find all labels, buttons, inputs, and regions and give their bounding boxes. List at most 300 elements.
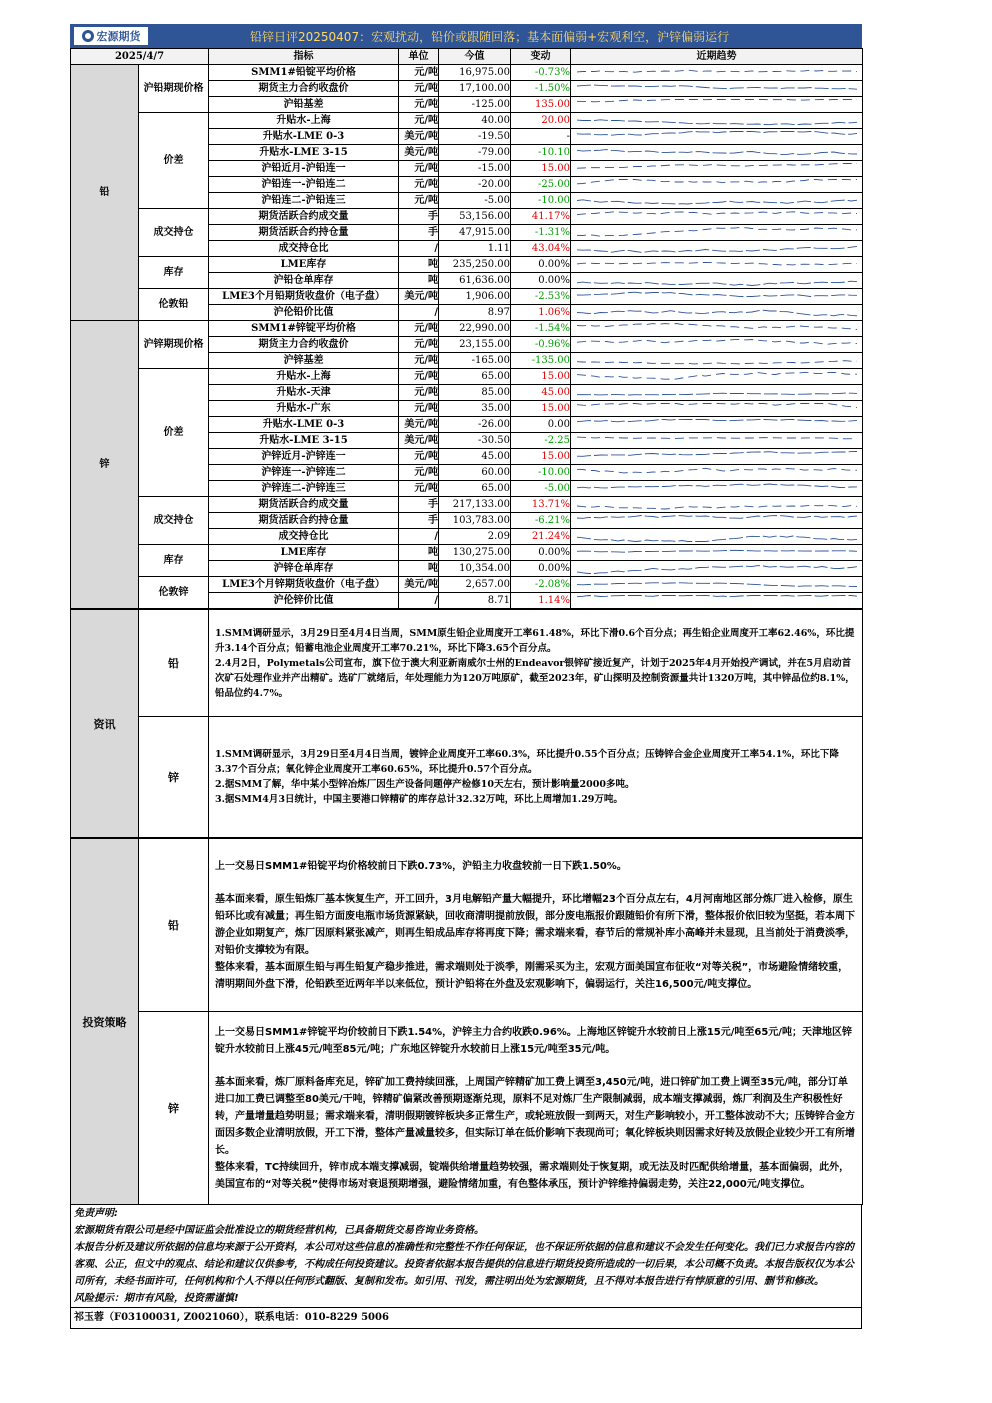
logo-text: 宏源期货 [96, 30, 141, 43]
value-cell: -79.00 [439, 145, 511, 161]
sparkline [571, 321, 863, 336]
change-cell: -10.10 [511, 145, 571, 161]
change-cell: -2.53% [511, 289, 571, 305]
sparkline-path [577, 150, 857, 155]
indicator-name: 沪伦锌价比值 [209, 593, 399, 609]
indicator-name: 沪铅连二-沪铅连三 [209, 193, 399, 209]
sparkline-path [577, 132, 857, 136]
value-cell: 2,657.00 [439, 577, 511, 593]
sparkline [571, 577, 863, 592]
section-label: 价差 [139, 369, 209, 497]
unit-cell: 美元/吨 [399, 145, 439, 161]
sparkline-path [577, 180, 857, 184]
sparkline [571, 449, 863, 464]
indicator-name: 沪铅基差 [209, 97, 399, 113]
strategy-label: 投资策略 [71, 839, 139, 1205]
sparkline-path [577, 310, 857, 316]
sparkline-path [577, 372, 857, 379]
table-row [71, 257, 863, 273]
value-cell: 35.00 [439, 401, 511, 417]
unit-cell: 美元/吨 [399, 577, 439, 593]
disclaimer-line: 本报告分析及建议所依据的信息均来源于公开资料，本公司对这些信息的准确性和完整性不作任何保证，也不保证所依据的信息和建议不会发生任何变化。我们已力求报告内容的客观、公正，但文中的观点、结论和建议仅供参考，不构成任何投资建议。投资者依据本报告提供的信息进行期货投资所造成的一切后果，本公司概不负责。本报告版权仅为本公司所有，未经书面许可，任何机构和个人不得以任何形式翻版、复制和发布。如引用、刊发，需注明出处为宏源期货，且不得对本报告进行有悖原意的引用、删节和修改。 [74, 1242, 854, 1287]
sparkline-path [577, 324, 857, 330]
unit-cell: 美元/吨 [399, 129, 439, 145]
change-cell: -6.21% [511, 513, 571, 529]
sparkline [571, 129, 863, 144]
sparkline [571, 385, 863, 400]
sparkline-path [577, 262, 857, 265]
trend-cell [571, 257, 863, 273]
indicator-name: 升贴水-广东 [209, 401, 399, 417]
company-logo [74, 27, 148, 45]
logo-mark-icon [82, 30, 94, 42]
sparkline-path [577, 566, 857, 574]
value-cell: 47,915.00 [439, 225, 511, 241]
change-cell: -10.00 [511, 193, 571, 209]
value-cell: 8.97 [439, 305, 511, 321]
trend-cell [571, 113, 863, 129]
col-indicator: 指标 [209, 49, 399, 65]
indicator-name: 沪铅仓单库存 [209, 273, 399, 289]
sparkline-path [577, 70, 857, 72]
sparkline-path [577, 536, 857, 542]
change-cell: 15.00 [511, 449, 571, 465]
trend-cell [571, 225, 863, 241]
value-cell: -30.50 [439, 433, 511, 449]
sparkline-path [577, 468, 857, 473]
trend-cell [571, 145, 863, 161]
trend-cell [571, 577, 863, 593]
sparkline-path [577, 420, 857, 422]
trend-cell [571, 529, 863, 545]
sparkline-path [577, 404, 857, 408]
change-cell: 0.00 [511, 417, 571, 433]
sparkline-path [577, 550, 857, 552]
news-table [70, 609, 863, 838]
indicator-name: 期货活跃合约持仓量 [209, 225, 399, 241]
value-cell: 85.00 [439, 385, 511, 401]
trend-cell [571, 289, 863, 305]
change-cell: -10.00 [511, 465, 571, 481]
value-cell: 22,990.00 [439, 321, 511, 337]
sparkline [571, 353, 863, 368]
unit-cell: 美元/吨 [399, 433, 439, 449]
unit-cell: 手 [399, 225, 439, 241]
unit-cell: 吨 [399, 561, 439, 577]
change-cell: -25.00 [511, 177, 571, 193]
trend-cell [571, 497, 863, 513]
trend-cell [571, 561, 863, 577]
unit-cell: 美元/吨 [399, 417, 439, 433]
sparkline [571, 545, 863, 560]
strategy-table [70, 838, 863, 1205]
contact-info: 祁玉蓉（F03100031, Z0021060），联系电话：010-8229 5006 [70, 1308, 862, 1329]
trend-cell [571, 513, 863, 529]
sparkline-path [577, 212, 857, 215]
report-sheet [70, 24, 862, 1329]
value-cell: 2.09 [439, 529, 511, 545]
col-change: 变动 [511, 49, 571, 65]
trend-cell [571, 241, 863, 257]
unit-cell: 元/吨 [399, 97, 439, 113]
sparkline [571, 433, 863, 448]
news-zinc-label: 锌 [139, 717, 209, 838]
change-cell: -2.08% [511, 577, 571, 593]
value-cell: 217,133.00 [439, 497, 511, 513]
strategy-lead-text [209, 839, 863, 1012]
change-cell: -0.96% [511, 337, 571, 353]
col-unit: 单位 [399, 49, 439, 65]
indicator-name: 沪锌仓单库存 [209, 561, 399, 577]
sparkline [571, 209, 863, 224]
change-cell: 41.17% [511, 209, 571, 225]
sparkline-path [577, 85, 857, 89]
indicator-name: 沪铅连一-沪铅连二 [209, 177, 399, 193]
news-lead-label: 铅 [139, 610, 209, 717]
trend-cell [571, 273, 863, 289]
value-cell: 65.00 [439, 481, 511, 497]
value-cell: -26.00 [439, 417, 511, 433]
change-cell: 15.00 [511, 161, 571, 177]
unit-cell: 元/吨 [399, 337, 439, 353]
indicator-name: 沪锌近月-沪锌连一 [209, 449, 399, 465]
unit-cell: 元/吨 [399, 81, 439, 97]
sparkline [571, 161, 863, 176]
indicator-name: 升贴水-LME 0-3 [209, 129, 399, 145]
section-label: 伦敦锌 [139, 577, 209, 609]
table-row [71, 577, 863, 593]
col-value: 今值 [439, 49, 511, 65]
value-cell: 23,155.00 [439, 337, 511, 353]
indicator-name: 期货主力合约收盘价 [209, 337, 399, 353]
indicator-name: LME库存 [209, 545, 399, 561]
value-cell: 60.00 [439, 465, 511, 481]
change-cell: 45.00 [511, 385, 571, 401]
section-label: 库存 [139, 545, 209, 577]
group-label: 锌 [71, 321, 139, 609]
unit-cell: 元/吨 [399, 481, 439, 497]
news-zinc-row [71, 717, 863, 838]
sparkline-path [577, 361, 857, 364]
unit-cell: 元/吨 [399, 113, 439, 129]
indicator-name: 沪铅近月-沪铅连一 [209, 161, 399, 177]
value-cell: -15.00 [439, 161, 511, 177]
sparkline [571, 369, 863, 384]
strategy-lead-label: 铅 [139, 839, 209, 1012]
change-cell: -1.50% [511, 81, 571, 97]
news-zinc-item: 3.据SMM4月3日统计，中国主要港口锌精矿的库存总计32.32万吨，环比上周增加1.29万吨。 [215, 794, 623, 805]
trend-cell [571, 193, 863, 209]
change-cell: 0.00% [511, 273, 571, 289]
unit-cell: 元/吨 [399, 369, 439, 385]
sparkline-path [577, 200, 857, 204]
unit-cell: 美元/吨 [399, 289, 439, 305]
trend-cell [571, 209, 863, 225]
sparkline-path [577, 452, 857, 457]
strategy-zinc-text [209, 1012, 863, 1205]
sparkline [571, 417, 863, 432]
unit-cell: 元/吨 [399, 321, 439, 337]
change-cell: 43.04% [511, 241, 571, 257]
table-row [71, 545, 863, 561]
trend-cell [571, 385, 863, 401]
value-cell: 8.71 [439, 593, 511, 609]
indicator-name: 成交持仓比 [209, 529, 399, 545]
trend-cell [571, 129, 863, 145]
value-cell: 235,250.00 [439, 257, 511, 273]
strategy-zinc-row [71, 1012, 863, 1205]
value-cell: 17,100.00 [439, 81, 511, 97]
change-cell: 20.00 [511, 113, 571, 129]
change-cell: -5.00 [511, 481, 571, 497]
report-date: 2025/4/7 [71, 49, 209, 65]
column-header-row [71, 49, 863, 65]
change-cell: 0.00% [511, 561, 571, 577]
change-cell: 1.14% [511, 593, 571, 609]
sparkline [571, 529, 863, 544]
indicator-name: 沪锌连一-沪锌连二 [209, 465, 399, 481]
section-label: 沪锌期现价格 [139, 321, 209, 369]
value-cell: -20.00 [439, 177, 511, 193]
change-cell: -135.00 [511, 353, 571, 369]
change-cell: -1.54% [511, 321, 571, 337]
unit-cell: 元/吨 [399, 161, 439, 177]
indicator-name: 期货主力合约收盘价 [209, 81, 399, 97]
value-cell: -165.00 [439, 353, 511, 369]
value-cell: 61,636.00 [439, 273, 511, 289]
strategy-lead-item: 上一交易日SMM1#铅锭平均价格较前日下跌0.73%，沪铅主力收盘较前一日下跌1.50%。 [215, 860, 627, 872]
news-lead-row [71, 610, 863, 717]
unit-cell: / [399, 305, 439, 321]
unit-cell: 元/吨 [399, 401, 439, 417]
table-row [71, 65, 863, 81]
trend-cell [571, 97, 863, 113]
sparkline-path [577, 583, 857, 587]
news-lead-text [209, 610, 863, 717]
strategy-lead-row [71, 839, 863, 1012]
value-cell: 65.00 [439, 369, 511, 385]
strategy-zinc-item: 基本面来看，炼厂原料备库充足，锌矿加工费持续回涨，上周国产锌精矿加工费上调至3,450元/吨，进口锌矿加工费上调至35元/吨，部分订单进口加工费已调整至80美元/干吨，锌精矿偏紧改善预期逐渐兑现，原料不足对炼厂生产限制减弱，成本端支撑减弱，炼厂利润及生产积极性好转，产量增量趋势明显；需求端来看，清明假期镀锌板块多正常生产，或轮班放假一到两天，对生产影响较小，开工整体波动不大；压铸锌合金方面因多数企业清明放假，开工下滑，整体产量减量较多，但实际订单在低价影响下表现尚可；氧化锌板块则因需求好转及放假企业较少开工有所增长。 [215, 1076, 855, 1156]
trend-cell [571, 305, 863, 321]
sparkline [571, 145, 863, 160]
unit-cell: 元/吨 [399, 65, 439, 81]
sparkline [571, 337, 863, 352]
sparkline-path [577, 246, 857, 252]
sparkline-path [577, 281, 857, 285]
indicator-name: 沪锌连二-沪锌连三 [209, 481, 399, 497]
value-cell: 16,975.00 [439, 65, 511, 81]
change-cell: -0.73% [511, 65, 571, 81]
change-cell: -2.25 [511, 433, 571, 449]
sparkline [571, 113, 863, 128]
news-zinc-text [209, 717, 863, 838]
table-row [71, 209, 863, 225]
news-lead-item: 2.4月2日，Polymetals公司宣布，旗下位于澳大利亚新南威尔士州的Endeavor银锌矿接近复产，计划于2025年4月开始投产调试，并在5月启动首次矿石处理作业并产出精矿。选矿厂就绪后，年处理能力为120万吨原矿，截至2023年，矿山探明及控制资源量共计1320万吨，其中锌品位约8.1%，铅品位约4.7%。 [215, 657, 855, 699]
unit-cell: / [399, 593, 439, 609]
indicator-name: SMM1#铅锭平均价格 [209, 65, 399, 81]
sparkline-path [577, 292, 857, 296]
trend-cell [571, 353, 863, 369]
unit-cell: 元/吨 [399, 353, 439, 369]
sparkline-path [577, 393, 857, 395]
change-cell: 13.71% [511, 497, 571, 513]
unit-cell: 元/吨 [399, 193, 439, 209]
trend-cell [571, 417, 863, 433]
sparkline [571, 257, 863, 272]
table-row [71, 289, 863, 305]
trend-cell [571, 545, 863, 561]
table-row [71, 113, 863, 129]
sparkline [571, 497, 863, 512]
indicator-name: SMM1#锌锭平均价格 [209, 321, 399, 337]
value-cell: 1.11 [439, 241, 511, 257]
unit-cell: / [399, 241, 439, 257]
unit-cell: 元/吨 [399, 449, 439, 465]
indicator-name: 升贴水-天津 [209, 385, 399, 401]
unit-cell: 元/吨 [399, 465, 439, 481]
value-cell: 45.00 [439, 449, 511, 465]
sparkline-path [577, 484, 857, 488]
trend-cell [571, 321, 863, 337]
indicator-name: LME3个月锌期货收盘价（电子盘） [209, 577, 399, 593]
disclaimer [70, 1205, 862, 1308]
sparkline-path [577, 505, 857, 509]
sparkline [571, 273, 863, 288]
sparkline [571, 65, 863, 80]
unit-cell: 手 [399, 209, 439, 225]
indicator-name: 期货活跃合约持仓量 [209, 513, 399, 529]
value-cell: -19.50 [439, 129, 511, 145]
sparkline-path [577, 228, 857, 237]
group-label: 铅 [71, 65, 139, 321]
report-title: 铅锌日评20250407：宏观扰动，铅价或跟随回落；基本面偏弱+宏观利空，沪锌偏弱运行 [250, 30, 730, 44]
strategy-zinc-item: 上一交易日SMM1#锌锭平均价较前日下跌1.54%，沪锌主力合约收跌0.96%。上海地区锌锭升水较前日上涨15元/吨至65元/吨；天津地区锌锭升水较前日上涨45元/吨至85元/吨；广东地区锌锭升水较前日上涨15元/吨至35元/吨。 [215, 1026, 852, 1055]
value-cell: 53,156.00 [439, 209, 511, 225]
section-label: 沪铅期现价格 [139, 65, 209, 113]
indicator-name: 升贴水-上海 [209, 113, 399, 129]
table-row [71, 321, 863, 337]
news-zinc-item: 1.SMM调研显示，3月29日至4月4日当周，镀锌企业周度开工率60.3%，环比提升0.55个百分点；压铸锌合金企业周度开工率54.1%，环比下降3.37个百分点；氧化锌企业周度开工率60.65%，环比提升0.57个百分点。 [215, 749, 839, 775]
indicator-name: 成交持仓比 [209, 241, 399, 257]
table-row [71, 369, 863, 385]
trend-cell [571, 161, 863, 177]
sparkline [571, 481, 863, 496]
unit-cell: 手 [399, 497, 439, 513]
change-cell: 15.00 [511, 369, 571, 385]
trend-cell [571, 369, 863, 385]
sparkline [571, 97, 863, 112]
trend-cell [571, 465, 863, 481]
strategy-zinc-item: 整体来看，TC持续回升，锌市成本端支撑减弱，锭端供给增量趋势较强，需求端则处于恢复期，或无法及时匹配供给增量，基本面偏弱，此外，美国宣布的“对等关税”使得市场对衰退预期增强，避险情绪加重，有色整体承压，预计沪锌维持偏弱走势，关注22,000元/吨支撑位。 [215, 1161, 850, 1190]
sparkline-path [577, 164, 857, 169]
sparkline [571, 465, 863, 480]
sparkline [571, 81, 863, 96]
sparkline [571, 401, 863, 416]
indicator-name: 升贴水-上海 [209, 369, 399, 385]
sparkline [571, 305, 863, 320]
indicator-name: LME库存 [209, 257, 399, 273]
value-cell: 130,275.00 [439, 545, 511, 561]
unit-cell: 元/吨 [399, 385, 439, 401]
value-cell: 40.00 [439, 113, 511, 129]
indicator-name: LME3个月铅期货收盘价（电子盘） [209, 289, 399, 305]
strategy-lead-item: 基本面来看，原生铅炼厂基本恢复生产，开工回升，3月电解铅产量大幅提升，环比增幅23个百分点左右，4月河南地区部分炼厂进入检修，原生铅环比或有减量；再生铅方面废电瓶市场货源紧缺，回收商清明提前放假，部分废电瓶报价跟随铅价有所下滑，整体报价依旧较为坚挺，若本周下游企业如期复产，炼厂因原料紧张减产，则再生铅成品库存将再度下降；需求端来看，春节后的常规补库小高峰并未显现，且当前处于消费淡季，对铅价支撑较为有限。 [215, 893, 855, 956]
indicator-name: 升贴水-LME 0-3 [209, 417, 399, 433]
section-label: 成交持仓 [139, 209, 209, 257]
unit-cell: 元/吨 [399, 177, 439, 193]
disclaimer-line: 宏源期货有限公司是经中国证监会批准设立的期货经营机构，已具备期货交易咨询业务资格。 [74, 1225, 484, 1236]
data-table [70, 48, 863, 609]
trend-cell [571, 337, 863, 353]
value-cell: 10,354.00 [439, 561, 511, 577]
section-label: 价差 [139, 113, 209, 209]
table-row [71, 497, 863, 513]
trend-cell [571, 593, 863, 609]
unit-cell: 吨 [399, 273, 439, 289]
section-label: 库存 [139, 257, 209, 289]
sparkline [571, 177, 863, 192]
col-trend: 近期趋势 [571, 49, 863, 65]
indicator-name: 沪锌基差 [209, 353, 399, 369]
value-cell: 103,783.00 [439, 513, 511, 529]
sparkline-path [577, 120, 857, 125]
sparkline [571, 241, 863, 256]
trend-cell [571, 401, 863, 417]
trend-cell [571, 449, 863, 465]
change-cell: - [511, 129, 571, 145]
disclaimer-title: 免责声明: [74, 1208, 118, 1219]
sparkline-path [577, 516, 857, 519]
value-cell: -125.00 [439, 97, 511, 113]
strategy-lead-item: 整体来看，基本面原生铅与再生铅复产稳步推进，需求端则处于淡季，刚需采买为主，宏观方面美国宣布征收“对等关税”，市场避险情绪较重，清明期间外盘下滑，伦铅跌至近两年半以来低位，预计沪铅将在外盘及宏观影响下，偏弱运行，关注16,500元/吨支撑位。 [215, 961, 849, 990]
change-cell: 15.00 [511, 401, 571, 417]
unit-cell: / [399, 529, 439, 545]
sparkline-path [577, 100, 857, 102]
disclaimer-line: 风险提示：期市有风险，投资需谨慎! [74, 1293, 239, 1304]
trend-cell [571, 177, 863, 193]
change-cell: 21.24% [511, 529, 571, 545]
sparkline [571, 513, 863, 528]
sparkline [571, 289, 863, 304]
strategy-zinc-label: 锌 [139, 1012, 209, 1205]
unit-cell: 手 [399, 513, 439, 529]
report-header [70, 24, 862, 48]
indicator-name: 升贴水-LME 3-15 [209, 145, 399, 161]
indicator-name: 沪伦铅价比值 [209, 305, 399, 321]
news-label: 资讯 [71, 610, 139, 838]
sparkline [571, 561, 863, 576]
trend-cell [571, 81, 863, 97]
value-cell: 1,906.00 [439, 289, 511, 305]
sparkline-path [577, 437, 857, 439]
change-cell: 1.06% [511, 305, 571, 321]
indicator-name: 期货活跃合约成交量 [209, 497, 399, 513]
change-cell: -1.31% [511, 225, 571, 241]
sparkline-path [577, 596, 857, 597]
sparkline-path [577, 340, 857, 345]
change-cell: 135.00 [511, 97, 571, 113]
news-lead-item: 1.SMM调研显示，3月29日至4月4日当周，SMM原生铅企业周度开工率61.48%，环比下滑0.6个百分点；再生铅企业周度开工率62.46%，环比提升3.14个百分点；铅蓄电池企业周度开工率70.21%，环比下降3.65个百分点。 [215, 627, 855, 654]
section-label: 伦敦铅 [139, 289, 209, 321]
sparkline [571, 193, 863, 208]
sparkline [571, 225, 863, 240]
unit-cell: 吨 [399, 257, 439, 273]
trend-cell [571, 481, 863, 497]
news-zinc-item: 2.据SMM了解，华中某小型锌冶炼厂因生产设备问题停产检修10天左右，预计影响量2000多吨。 [215, 779, 635, 790]
indicator-name: 期货活跃合约成交量 [209, 209, 399, 225]
value-cell: -5.00 [439, 193, 511, 209]
sparkline [571, 593, 863, 608]
